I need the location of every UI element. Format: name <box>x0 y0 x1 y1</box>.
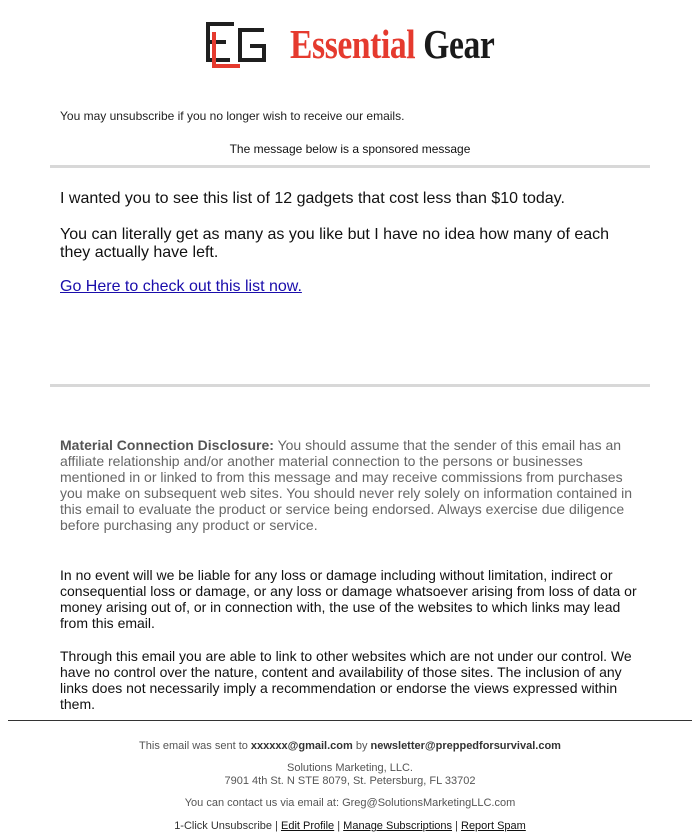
by-text: by <box>352 740 371 752</box>
separator: | <box>334 820 344 832</box>
separator: | <box>272 820 281 832</box>
manage-subscriptions-link[interactable]: Manage Subscriptions <box>343 820 453 832</box>
material-connection-disclosure <box>60 437 640 533</box>
sponsored-notice: The message below is a sponsored message <box>229 142 471 156</box>
disclosure-body: You should assume that the sender of this email has an affiliate relationship and/or another material connection to the persons or businesses mentioned in or linked to from this message and may receive commissions from purchases you make on subsequent web sites. You should never rely solely on information contained in this email to evaluate the product or service being endorsed. Always exercise due diligence before purchasing any product or service. <box>60 437 633 533</box>
separator: | <box>452 820 461 832</box>
divider-top <box>50 165 650 168</box>
company-name: Solutions Marketing, LLC. <box>287 762 413 774</box>
external-links-paragraph: Through this email you are able to link to other websites which are not under our control. We have no control over the nature, content and availability of those sites. The inclusion of any links does not necessarily imply a recommendation or endorse the views expressed within them. <box>60 648 632 712</box>
check-list-link[interactable]: Go Here to check out this list now. <box>60 278 302 295</box>
divider-bottom <box>50 384 650 387</box>
one-click-unsubscribe[interactable]: 1-Click Unsubscribe <box>174 820 272 832</box>
sent-to-line <box>0 740 700 753</box>
message-paragraph-1: I wanted you to see this list of 12 gadgets that cost less than $10 today. <box>60 190 565 207</box>
recipient-email: xxxxxx@gmail.com <box>250 740 353 752</box>
brand-name <box>290 16 494 72</box>
company-address <box>0 762 700 788</box>
liability-paragraph: In no event will we be liable for any loss or damage including without limitation, indirect or consequential loss or damage, or any loss or damage whatsoever arising from loss of data or money arising out of, or in connection with, the use of the websites to which links may lead from this email. <box>60 567 637 631</box>
footer-divider <box>8 720 692 721</box>
street-address: 7901 4th St. N STE 8079, St. Petersburg, FL 33702 <box>224 775 476 787</box>
disclosure-title: Material Connection Disclosure: <box>60 437 274 453</box>
essential-gear-logo-icon <box>204 20 268 68</box>
brand-word-gear: Gear <box>423 21 495 67</box>
brand-word-essential: Essential <box>290 21 416 67</box>
sender-email: newsletter@preppedforsurvival.com <box>370 740 561 752</box>
edit-profile-link[interactable]: Edit Profile <box>280 820 335 832</box>
sent-prefix: This email was sent to <box>139 740 251 752</box>
footer-links <box>0 820 700 833</box>
email-header <box>0 0 700 90</box>
unsubscribe-notice: You may unsubscribe if you no longer wish to receive our emails. <box>60 109 405 123</box>
contact-line: You can contact us via email at: Greg@SolutionsMarketingLLC.com <box>184 797 516 809</box>
message-paragraph-2: You can literally get as many as you like but I have no idea how many of each they actually have left. <box>60 226 610 261</box>
report-spam-link[interactable]: Report Spam <box>461 820 526 832</box>
